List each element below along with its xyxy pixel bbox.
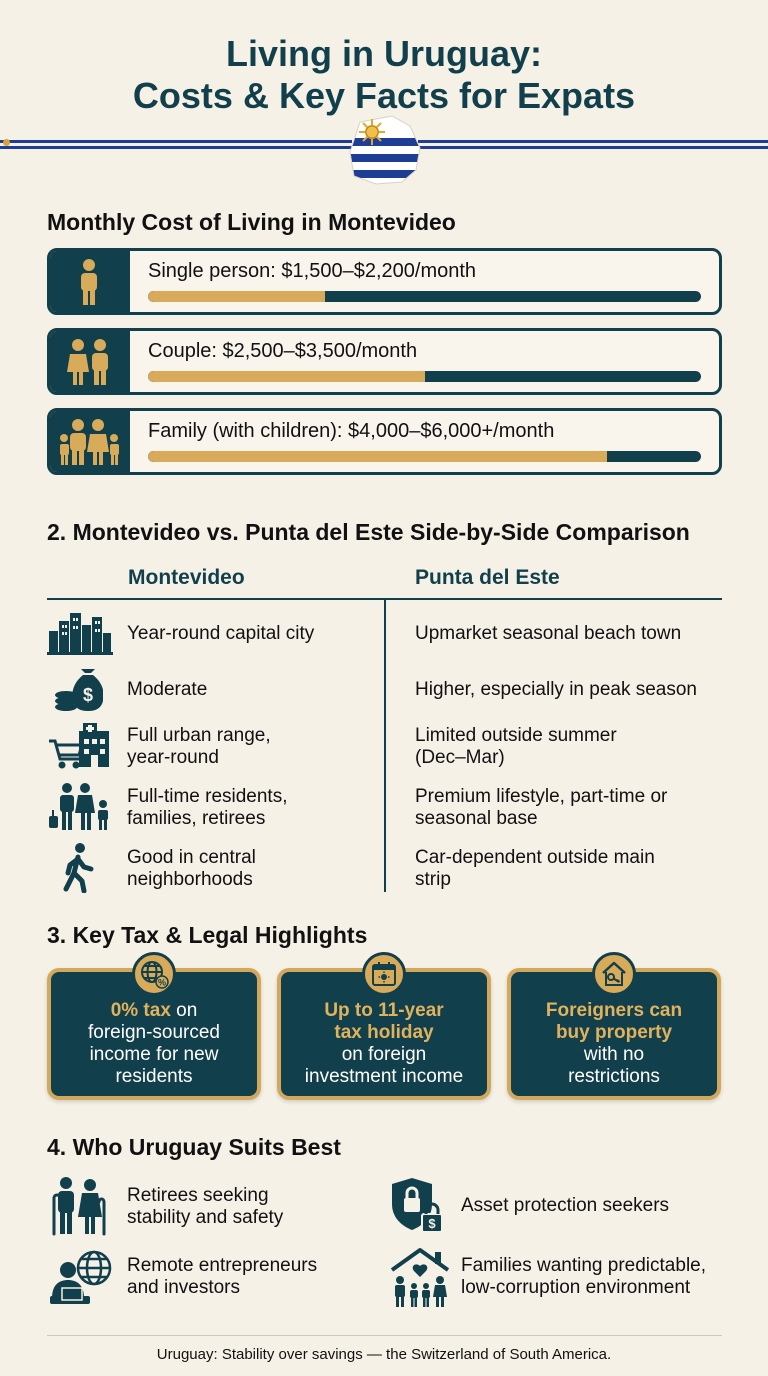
cost-bar (148, 291, 701, 302)
cmp-right-text: Limited outside summer (415, 725, 617, 746)
family-icon (58, 418, 120, 466)
tax-card-text (511, 1000, 717, 1088)
cost-icon-box (50, 331, 130, 392)
money-bag-icon (53, 667, 103, 713)
tax-card-property (507, 968, 721, 1100)
suit-text: Asset protection seekers (461, 1195, 670, 1216)
cost-label: Family (with children): $4,000–$6,000+/month (148, 420, 555, 442)
tax-normal: income for new (89, 1044, 219, 1065)
cost-heading: Monthly Cost of Living in Montevideo (47, 209, 456, 235)
tax-normal: on (170, 1000, 198, 1021)
footer-divider (47, 1335, 722, 1336)
suit-text: Families wanting predictable, (461, 1255, 707, 1276)
suit-text: stability and safety (127, 1207, 284, 1228)
footer-tagline: Uruguay: Stability over savings — the Switzerland of South America. (156, 1346, 612, 1363)
cmp-right-text: (Dec–Mar) (415, 747, 505, 768)
tax-card-text (281, 1000, 487, 1088)
remote-worker-globe-icon (48, 1248, 114, 1306)
suit-text: and investors (127, 1277, 241, 1298)
cmp-left-text: Moderate (127, 679, 208, 700)
column-header-punta-del-este: Punta del Este (415, 566, 560, 589)
uruguay-flag-map-icon (346, 112, 424, 188)
tax-highlight: tax holiday (334, 1022, 434, 1043)
walking-icon (60, 843, 96, 893)
tax-card-zero-tax (47, 968, 261, 1100)
cmp-left-text: Year-round capital city (127, 623, 315, 644)
family-home-icon (388, 1246, 452, 1308)
cost-bar (148, 371, 701, 382)
cost-icon-box (50, 411, 130, 472)
tax-highlight: Up to 11-year (324, 1000, 444, 1021)
cmp-left-text: neighborhoods (127, 869, 253, 890)
tax-highlight: Foreigners can (545, 1000, 683, 1021)
tax-highlight: buy property (555, 1022, 673, 1043)
cmp-left-text: families, retirees (127, 808, 266, 829)
tax-normal: restrictions (568, 1066, 660, 1087)
cost-card-couple (47, 328, 722, 395)
calendar-sun-icon (370, 960, 398, 988)
cmp-right-text: Higher, especially in peak season (415, 679, 698, 700)
tax-card-text (51, 1000, 257, 1088)
cmp-right-text: Upmarket seasonal beach town (415, 623, 682, 644)
tax-normal: on foreign (341, 1044, 427, 1065)
tax-normal: investment income (304, 1066, 464, 1087)
tax-normal: with no (583, 1044, 645, 1065)
page-title-line1: Living in Uruguay: (225, 33, 542, 74)
cmp-left-text: Full-time residents, (127, 786, 288, 807)
cmp-right-text: seasonal base (415, 808, 538, 829)
page-title-line2: Costs & Key Facts for Expats (132, 75, 636, 116)
city-skyline-icon (47, 609, 113, 655)
cost-card-family (47, 408, 722, 475)
tax-normal: foreign-sourced (87, 1022, 221, 1043)
suits-heading: 4. Who Uruguay Suits Best (47, 1134, 341, 1160)
svg-text:%: % (157, 977, 167, 988)
flag-stripe-left (0, 136, 352, 155)
svg-text:$: $ (82, 685, 94, 705)
cost-bar-fill (148, 371, 425, 382)
cost-bar (148, 451, 701, 462)
person-icon (74, 258, 104, 306)
tax-heading: 3. Key Tax & Legal Highlights (47, 922, 368, 948)
retirees-icon (48, 1176, 110, 1236)
tax-badge (132, 952, 176, 996)
couple-icon (64, 338, 114, 386)
residents-icon (47, 782, 113, 832)
shopping-hospital-icon (47, 723, 113, 771)
suit-text: Remote entrepreneurs (127, 1255, 318, 1276)
shield-lock-icon (388, 1176, 448, 1236)
suit-text: low-corruption environment (461, 1277, 691, 1298)
globe-percent-icon (139, 959, 169, 989)
comparison-divider-vertical (384, 600, 386, 892)
cost-label: Couple: $2,500–$3,500/month (148, 340, 418, 362)
cmp-left-text: Full urban range, (127, 725, 271, 746)
cost-label: Single person: $1,500–$2,200/month (148, 260, 477, 282)
svg-text:$: $ (428, 1216, 436, 1231)
cost-bar-fill (148, 291, 325, 302)
tax-normal: residents (115, 1066, 193, 1087)
cmp-left-text: year-round (127, 747, 219, 768)
tax-badge (362, 952, 406, 996)
tax-highlight: 0% tax (110, 1000, 171, 1021)
cost-bar-fill (148, 451, 607, 462)
tax-card-tax-holiday (277, 968, 491, 1100)
cost-card-single (47, 248, 722, 315)
cmp-right-text: Premium lifestyle, part-time or (415, 786, 668, 807)
cmp-left-text: Good in central (127, 847, 256, 868)
comparison-heading: 2. Montevideo vs. Punta del Este Side-by-Side Comparison (47, 519, 690, 545)
cost-icon-box (50, 251, 130, 312)
suit-text: Retirees seeking (127, 1185, 269, 1206)
flag-dot (3, 139, 10, 146)
column-header-montevideo: Montevideo (128, 566, 245, 589)
tax-badge (592, 952, 636, 996)
cmp-right-text: strip (415, 869, 451, 890)
house-key-icon (600, 960, 628, 988)
flag-stripe-right (418, 136, 768, 155)
cmp-right-text: Car-dependent outside main (415, 847, 655, 868)
